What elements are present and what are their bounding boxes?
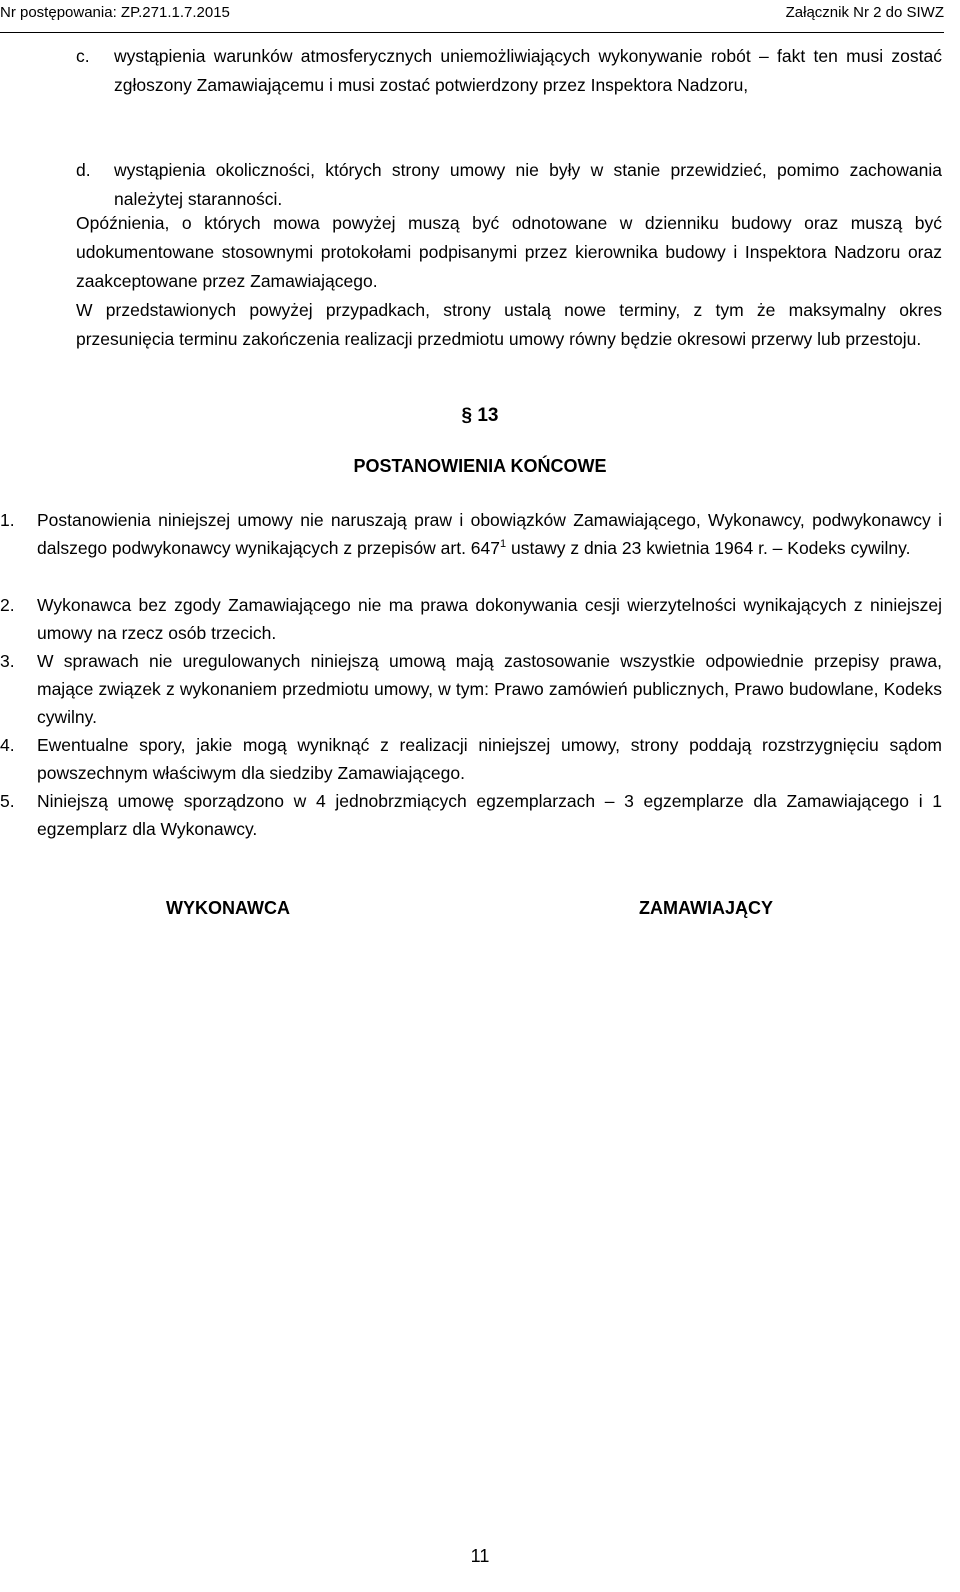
lettered-item-c	[76, 42, 942, 100]
client-signature-label: ZAMAWIAJĄCY	[639, 898, 773, 918]
section-number: § 13	[461, 405, 499, 426]
numbered-item-3	[0, 647, 942, 731]
item-number: 4.	[0, 735, 15, 755]
item-number: 3.	[0, 651, 15, 671]
numbered-item-1	[0, 506, 942, 562]
item-text: Wykonawca bez zgody Zamawiającego nie ma prawa dokonywania cesji wierzytelności wynikających z niniejszej umowy na rzecz osób trzecich.	[37, 595, 942, 643]
lettered-item-d	[76, 156, 942, 214]
procurement-number: Nr postępowania: ZP.271.1.7.2015	[0, 4, 230, 21]
item-text: wystąpienia okoliczności, których strony umowy nie były w stanie przewidzieć, pomimo zachowania należytej staranności.	[114, 160, 942, 209]
item-label: c.	[76, 46, 90, 66]
contractor-signature-label: WYKONAWCA	[166, 898, 290, 918]
superscript: 1	[500, 538, 507, 551]
numbered-item-4	[0, 731, 942, 787]
header-divider	[0, 32, 944, 33]
item-text: Ewentualne spory, jakie mogą wyniknąć z realizacji niniejszej umowy, strony poddają rozstrzygnięciu sądom powszechnym właściwym dla siedziby Zamawiającego.	[37, 735, 942, 783]
section-title: POSTANOWIENIA KOŃCOWE	[353, 456, 607, 476]
item-text: Niniejszą umowę sporządzono w 4 jednobrzmiących egzemplarzach – 3 egzemplarze dla Zamawiającego i 1 egzemplarz dla Wykonawcy.	[37, 791, 942, 839]
page-number: 11	[470, 1546, 490, 1566]
new-terms-paragraph: W przedstawionych powyżej przypadkach, strony ustalą nowe terminy, z tym że maksymalny okres przesunięcia terminu zakończenia realizacji przedmiotu umowy równy będzie okresowi przerwy lub przestoju.	[76, 300, 942, 349]
numbered-item-2	[0, 591, 942, 647]
item-text: wystąpienia warunków atmosferycznych uniemożliwiających wykonywanie robót – fakt ten musi zostać zgłoszony Zamawiającemu i musi zostać potwierdzony przez Inspektora Nadzoru,	[114, 46, 942, 95]
attachment-label: Załącznik Nr 2 do SIWZ	[785, 4, 944, 21]
delay-paragraph: Opóźnienia, o których mowa powyżej muszą być odnotowane w dzienniku budowy oraz muszą być udokumentowane stosownymi protokołami podpisanymi przez kierownika budowy i Inspektora Nadzoru oraz zaakceptowane przez Zamawiającego.	[76, 213, 942, 291]
item-number: 5.	[0, 791, 15, 811]
numbered-item-5	[0, 787, 942, 843]
page-header	[0, 4, 944, 34]
item-text-tail: ustawy z dnia 23 kwietnia 1964 r. – Kodeks cywilny.	[506, 538, 911, 558]
item-label: d.	[76, 160, 91, 180]
item-text-main: Postanowienia niniejszej umowy nie naruszają praw i obowiązków Zamawiającego, Wykonawcy, podwykonawcy i dalszego podwykonawcy wynikających z przepisów art. 647	[37, 510, 942, 558]
item-number: 1.	[0, 510, 15, 530]
item-text	[37, 506, 942, 562]
item-number: 2.	[0, 595, 15, 615]
item-text: W sprawach nie uregulowanych niniejszą umową mają zastosowanie wszystkie odpowiednie przepisy prawa, mające związek z wykonaniem przedmiotu umowy, w tym: Prawo zamówień publicznych, Prawo budowlane, Kodeks cywilny.	[37, 651, 942, 727]
